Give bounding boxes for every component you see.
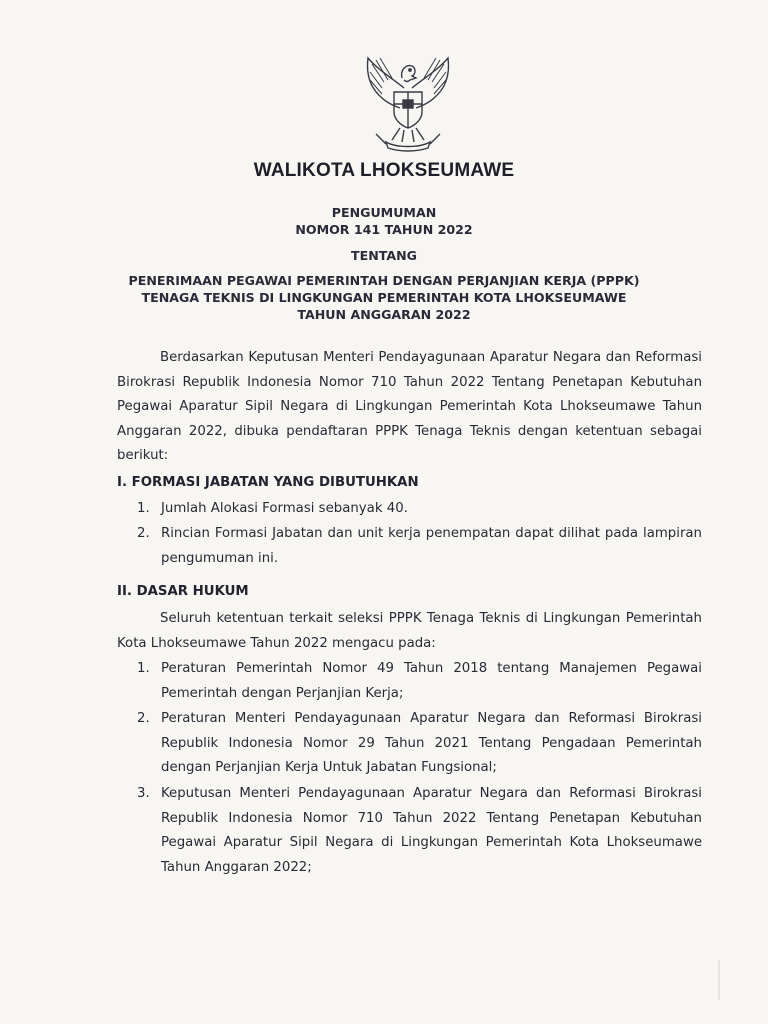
garuda-emblem-icon (356, 48, 460, 154)
section-heading: II. DASAR HUKUM (117, 584, 249, 599)
list-item (137, 782, 702, 880)
intro-text: Berdasarkan Keputusan Menteri Pendayagunaan Aparatur Negara dan Reformasi Birokrasi Republik Indonesia Nomor 710 Tahun 2022 Tentang Penetapan Kebutuhan Pegawai Aparatur Sipil Negara di Lingkungan Pemerintah Kota Lhokseumawe Tahun Anggaran 2022, dibuka pendaftaran PPPK Tenaga Teknis dengan ketentuan sebagai berikut: (117, 350, 702, 463)
subject-line-1: PENERIMAAN PEGAWAI PEMERINTAH DENGAN PERJANJIAN KERJA (PPPK) (128, 273, 640, 288)
document-number: NOMOR 141 TAHUN 2022 (295, 222, 473, 237)
list-text: Keputusan Menteri Pendayagunaan Aparatur Negara dan Reformasi Birokrasi Republik Indonesia Nomor 710 Tahun 2022 Tentang Penetapan Kebutuhan Pegawai Aparatur Sipil Negara di Lingkungan Pemerintah Kota Lhokseumawe Tahun Anggaran 2022; (161, 786, 702, 875)
list-number: 1. (137, 661, 150, 676)
about-label: TENTANG (351, 248, 417, 263)
document-type: PENGUMUMAN (331, 205, 437, 220)
section-intro-paragraph (117, 607, 702, 656)
section-intro-text: Seluruh ketentuan terkait seleksi PPPK Tenaga Teknis di Lingkungan Pemerintah Kota Lhokseumawe Tahun 2022 mengacu pada: (117, 611, 702, 651)
list-text: Peraturan Pemerintah Nomor 49 Tahun 2018 tentang Manajemen Pegawai Pemerintah dengan Perjanjian Kerja; (161, 661, 702, 701)
list-item (137, 707, 702, 781)
subject-line-3: TAHUN ANGGARAN 2022 (297, 307, 471, 322)
subject-line-2: TENAGA TEKNIS DI LINGKUNGAN PEMERINTAH KOTA LHOKSEUMAWE (141, 290, 627, 305)
list-number: 2. (137, 526, 150, 541)
list-number: 1. (137, 501, 150, 516)
list-number: 2. (137, 711, 150, 726)
list-number: 3. (137, 786, 150, 801)
list-text: Rincian Formasi Jabatan dan unit kerja penempatan dapat dilihat pada lampiran pengumuman ini. (161, 526, 702, 566)
scan-fold-mark (718, 960, 720, 1000)
section-heading: I. FORMASI JABATAN YANG DIBUTUHKAN (117, 475, 419, 490)
list-item (137, 657, 702, 706)
list-item (137, 522, 702, 571)
intro-paragraph (117, 346, 702, 469)
list-text: Peraturan Menteri Pendayagunaan Aparatur Negara dan Reformasi Birokrasi Republik Indonesia Nomor 29 Tahun 2021 Tentang Pengadaan Pemerintah dengan Perjanjian Kerja Untuk Jabatan Fungsional; (161, 711, 702, 775)
issuer-title: WALIKOTA LHOKSEUMAWE (253, 160, 515, 181)
list-text: Jumlah Alokasi Formasi sebanyak 40. (161, 501, 408, 516)
list-item (137, 497, 702, 522)
